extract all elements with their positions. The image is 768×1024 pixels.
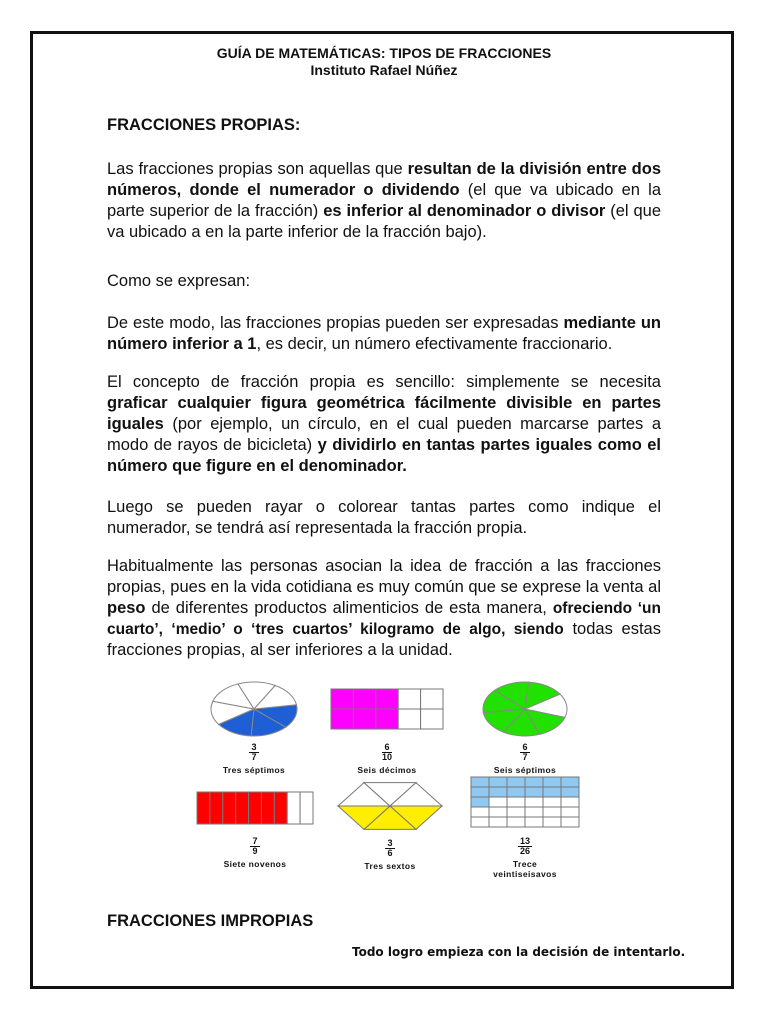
numerator: 13 bbox=[519, 836, 530, 846]
fraction-3-7 bbox=[249, 743, 258, 762]
figure-six-sevenths bbox=[480, 680, 570, 775]
p3-text-c: , es decir, un número efectivamente fraccionario. bbox=[256, 335, 613, 353]
p4-text-c: (por ejemplo, un círculo, en el cual pueden marcarse partes a modo de rayos de bicicleta) bbox=[107, 415, 661, 454]
grid-cell bbox=[471, 777, 489, 787]
denominator: 6 bbox=[387, 848, 393, 858]
bar-cell bbox=[421, 709, 443, 729]
p6-bold-d: ofreciendo ‘un cuarto’, ‘medio’ o ‘tres cuartos’ kilogramo de algo, siendo bbox=[107, 600, 661, 638]
numerator: 3 bbox=[387, 838, 393, 848]
figure-three-sevenths bbox=[208, 680, 300, 775]
grid-cell bbox=[489, 817, 507, 827]
grid-cell bbox=[489, 777, 507, 787]
p1-text-c: (el que va ubicado en la parte superior de la fracción) bbox=[107, 181, 661, 220]
grid-cell bbox=[561, 777, 579, 787]
caption-three-sevenths: Tres séptimos bbox=[222, 765, 286, 775]
grid-cell bbox=[561, 787, 579, 797]
grid-cell bbox=[525, 817, 543, 827]
bar-segment bbox=[236, 792, 249, 824]
figure-seven-ninths bbox=[196, 790, 314, 869]
bar-cell bbox=[376, 689, 398, 709]
grid-cell bbox=[507, 807, 525, 817]
grid-cell bbox=[507, 787, 525, 797]
grid-cell bbox=[507, 777, 525, 787]
numerator: 6 bbox=[522, 742, 528, 752]
figure-six-tenths bbox=[330, 688, 444, 775]
bar-cell bbox=[353, 689, 375, 709]
denominator: 10 bbox=[381, 752, 392, 762]
p1-text-a: Las fracciones propias son aquellas que bbox=[107, 160, 408, 178]
grid-cell bbox=[525, 807, 543, 817]
bar-seven-ninths bbox=[196, 790, 314, 826]
grid-cell bbox=[489, 787, 507, 797]
grid-cell bbox=[471, 787, 489, 797]
denominator: 7 bbox=[251, 752, 257, 762]
fraction-6-7 bbox=[520, 743, 529, 762]
bar-cell bbox=[398, 709, 420, 729]
figure-thirteen-twentysixths bbox=[470, 776, 580, 879]
document-header bbox=[0, 45, 768, 79]
p1-bold-b: resultan de la división entre dos números, donde el numerador o dividendo bbox=[107, 160, 661, 199]
p6-text-a: Habitualmente las personas asocian la idea de fracción a las fracciones propias, pues en la vida cotidiana es muy común que se exprese la venta al bbox=[107, 557, 661, 596]
caption-six-tenths: Seis décimos bbox=[357, 765, 417, 775]
bar-segment bbox=[274, 792, 287, 824]
grid-cell bbox=[543, 787, 561, 797]
grid-cell bbox=[507, 817, 525, 827]
caption-three-sixths: Tres sextos bbox=[364, 861, 416, 871]
grid-cell bbox=[489, 807, 507, 817]
bar-cell bbox=[353, 709, 375, 729]
heading-proper-fractions: FRACCIONES PROPIAS: bbox=[107, 116, 301, 134]
denominator: 9 bbox=[252, 846, 258, 856]
grid-cell bbox=[543, 797, 561, 807]
denominator: 7 bbox=[522, 752, 528, 762]
p4-bold-d: y dividirlo en tantas partes iguales como el número que figure en el denominador. bbox=[107, 436, 661, 475]
institute-name: Instituto Rafael Núñez bbox=[310, 62, 458, 78]
p2-text: Como se expresan: bbox=[107, 272, 251, 290]
grid-cell bbox=[561, 797, 579, 807]
numerator: 7 bbox=[252, 836, 258, 846]
p1-bold-d: es inferior al denominador o divisor bbox=[323, 202, 606, 220]
p4-bold-b: graficar cualquier figura geométrica fácilmente divisible en partes iguales bbox=[107, 394, 661, 433]
grid-cell bbox=[525, 797, 543, 807]
document-title: GUÍA DE MATEMÁTICAS: TIPOS DE FRACCIONES bbox=[216, 45, 552, 61]
bar-segment bbox=[223, 792, 236, 824]
paragraph-definition bbox=[107, 159, 661, 243]
caption-thirteen: Trece bbox=[512, 859, 538, 869]
grid-cell bbox=[471, 807, 489, 817]
bar-segment bbox=[249, 792, 262, 824]
numerator: 3 bbox=[251, 742, 257, 752]
bar-cell bbox=[421, 689, 443, 709]
denominator: 26 bbox=[519, 846, 530, 856]
section-heading-improper bbox=[107, 912, 661, 931]
numerator: 6 bbox=[382, 743, 392, 753]
p3-bold-b: mediante un número inferior a 1 bbox=[107, 314, 661, 353]
grid-cell bbox=[543, 807, 561, 817]
paragraph-expression bbox=[107, 313, 661, 355]
p6-text-e: todas estas fracciones propias, al ser inferiores a la unidad. bbox=[107, 620, 661, 659]
caption-twentysixths: veintiseisavos bbox=[493, 869, 557, 879]
section-heading-proper bbox=[107, 116, 661, 135]
p1-text-e: (el que va ubicado a en la parte inferior de la fracción bajo). bbox=[107, 202, 661, 241]
fraction-6-10 bbox=[382, 743, 392, 762]
grid-cell bbox=[471, 817, 489, 827]
heading-improper-fractions: FRACCIONES IMPROPIAS bbox=[107, 912, 314, 930]
paragraph-concept bbox=[107, 372, 661, 477]
figure-three-sixths bbox=[336, 778, 444, 871]
hexagon-three-sixths bbox=[336, 778, 444, 834]
footer-quote: Todo logro empieza con la decisión de intentarlo. bbox=[352, 945, 686, 959]
grid-cell bbox=[525, 777, 543, 787]
p6-bold-b: peso bbox=[107, 599, 146, 617]
bar-six-tenths bbox=[330, 688, 444, 730]
grid-cell bbox=[561, 817, 579, 827]
bar-segment bbox=[197, 792, 210, 824]
paragraph-color bbox=[107, 497, 661, 539]
fraction-13-26 bbox=[518, 837, 532, 856]
grid-cell bbox=[543, 817, 561, 827]
grid-thirteen-twentysixths bbox=[470, 776, 580, 828]
paragraph-how-expressed bbox=[107, 271, 661, 292]
circle-three-sevenths bbox=[209, 680, 299, 738]
grid-cell bbox=[543, 777, 561, 787]
bar-cell bbox=[331, 689, 353, 709]
grid-cell bbox=[507, 797, 525, 807]
bar-cell bbox=[331, 709, 353, 729]
circle-six-sevenths bbox=[481, 680, 569, 738]
grid-cell bbox=[471, 797, 489, 807]
caption-six-sevenths: Seis séptimos bbox=[493, 765, 557, 775]
paragraph-daily-life bbox=[107, 556, 661, 661]
p3-text-a: De este modo, las fracciones propias pueden ser expresadas bbox=[107, 314, 564, 332]
grid-cell bbox=[561, 807, 579, 817]
p5-text: Luego se pueden rayar o colorear tantas partes como indique el numerador, se tendrá así representada la fracción propia. bbox=[107, 498, 661, 537]
grid-cell bbox=[489, 797, 507, 807]
bar-segment bbox=[300, 792, 313, 824]
bar-cell bbox=[398, 689, 420, 709]
bar-segment bbox=[261, 792, 274, 824]
p6-text-c: de diferentes productos alimenticios de esta manera, bbox=[145, 599, 553, 617]
grid-cell bbox=[525, 787, 543, 797]
fraction-7-9 bbox=[250, 837, 259, 856]
caption-seven-ninths: Siete novenos bbox=[223, 859, 287, 869]
fraction-3-6 bbox=[385, 839, 394, 858]
bar-segment bbox=[210, 792, 223, 824]
p4-text-a: El concepto de fracción propia es sencillo: simplemente se necesita bbox=[107, 373, 661, 391]
bar-segment bbox=[287, 792, 300, 824]
bar-cell bbox=[376, 709, 398, 729]
